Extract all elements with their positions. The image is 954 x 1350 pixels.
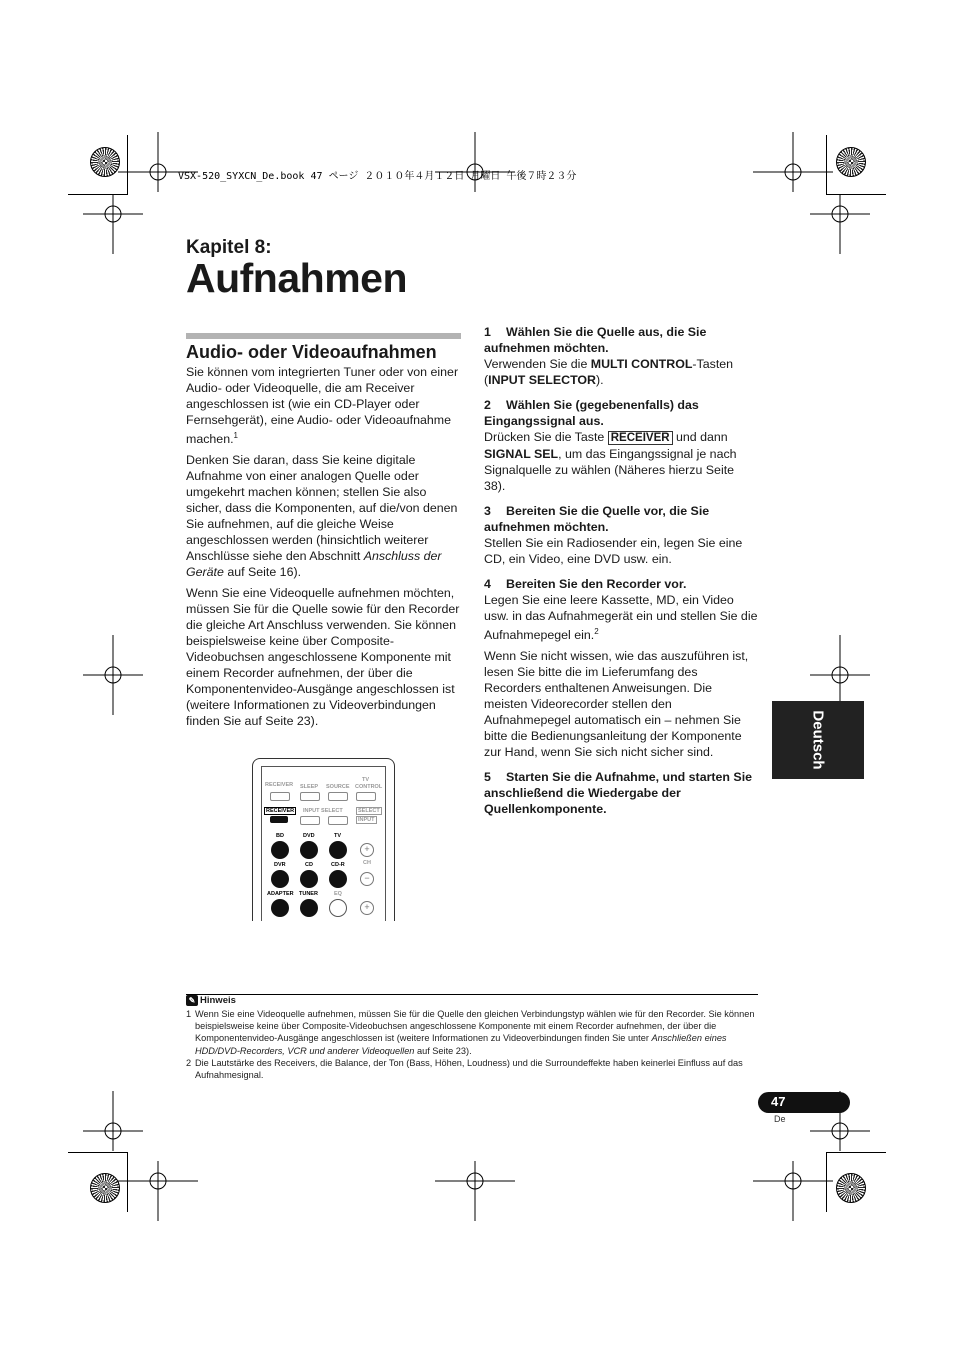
step-body <box>484 356 758 388</box>
channel-up-button[interactable]: + <box>360 843 374 857</box>
body-text: Legen Sie eine leere Kassette, MD, ein Video usw. in das Aufnahmegerät ein und stellen Sie die Aufnahmepegel ein. <box>484 593 758 643</box>
paragraph <box>186 452 462 580</box>
dvr-button[interactable] <box>271 870 289 888</box>
language-tab-label: Deutsch <box>809 710 827 770</box>
step-heading <box>484 503 758 535</box>
step-heading <box>484 769 758 817</box>
color-target-icon <box>836 1173 866 1203</box>
cd-button[interactable] <box>300 870 318 888</box>
remote-label: SLEEP <box>300 784 319 790</box>
receiver-key-label: RECEIVER <box>608 431 673 445</box>
remote-label: ADAPTER <box>267 891 294 897</box>
footnote-number: 1 <box>186 1009 192 1019</box>
control-name: INPUT SELECTOR <box>488 373 596 387</box>
step-body <box>484 429 758 494</box>
tuner-button[interactable] <box>300 899 318 917</box>
remote-label: CONTROL <box>355 784 383 790</box>
paragraph-text: Sie können vom integrierten Tuner oder von einer Audio- oder Videoquelle, die am Receiver angeschlossen ist (wie ein CD-Player oder Fernsehgerät), eine Audio- oder Videoaufnahme machen. <box>186 365 459 447</box>
step-title: Wählen Sie (gegebenenfalls) das Eingangssignal aus. <box>484 398 699 428</box>
step-number: 3 <box>484 504 491 518</box>
step-title: Bereiten Sie den Recorder vor. <box>506 577 687 591</box>
dvd-button[interactable] <box>300 841 318 859</box>
eq-button[interactable] <box>329 899 347 917</box>
step-body: Wenn Sie nicht wissen, wie das auszuführen ist, lesen Sie bitte die im Lieferumfang des Recorders enthaltenen Anweisungen. Die meisten Videorecorder stellen den Aufnahmepegel automatisch ein – nehmen Sie bitte die Bedienungsanleitung der Komponente zur Hand, wenn Sie sich nicht sicher sind. <box>484 649 749 760</box>
chapter-label: Kapitel 8: <box>186 237 272 258</box>
color-target-icon <box>90 147 120 177</box>
remote-label: DVD <box>303 833 315 839</box>
remote-label: INPUT <box>358 817 375 823</box>
remote-label: TUNER <box>299 891 318 897</box>
notes-heading-label: Hinweis <box>200 995 236 1007</box>
cross-reference: Anschließen eines HDD/DVD-Recorders, VCR und anderer Videoquellen <box>195 1033 727 1056</box>
remote-label: TV <box>362 777 370 783</box>
paragraph <box>186 364 462 447</box>
volume-up-button[interactable]: + <box>360 901 374 915</box>
step-title: Bereiten Sie die Quelle vor, die Sie aufnehmen möchten. <box>484 504 710 534</box>
body-text: -Tasten ( <box>484 357 734 387</box>
step-heading <box>484 576 758 592</box>
footnote-text: Die Lautstärke des Receivers, die Balance, der Ton (Bass, Höhen, Loudness) und die Surroundeffekte haben keinerlei Einfluss auf das Aufnahmesignal. <box>195 1057 743 1081</box>
input-select-right-button[interactable] <box>328 816 348 825</box>
page-language: De <box>774 1114 786 1124</box>
step-number: 1 <box>484 325 491 339</box>
color-target-icon <box>836 147 866 177</box>
cd-r-button[interactable] <box>329 870 347 888</box>
body-text: Drücken Sie die Taste <box>484 430 608 444</box>
footnote-ref[interactable]: 1 <box>233 431 238 440</box>
paragraph-text: auf Seite 16). <box>223 565 302 580</box>
footnote-ref[interactable]: 2 <box>594 627 599 636</box>
channel-down-button[interactable]: − <box>360 872 374 886</box>
left-column <box>186 364 462 734</box>
remote-label: INPUT SELECT <box>303 808 343 814</box>
section-title: Audio- oder Videoaufnahmen <box>186 342 437 362</box>
step-number: 4 <box>484 577 491 591</box>
page-number: 47 <box>771 1094 786 1109</box>
notes-heading <box>186 995 236 1006</box>
remote-label: CD <box>305 862 313 868</box>
control-name: MULTI CONTROL <box>590 357 693 371</box>
tv-button[interactable] <box>329 841 347 859</box>
remote-label: BD <box>276 833 284 839</box>
remote-label: SELECT <box>358 808 380 814</box>
footnote-text: auf Seite 23). <box>414 1045 472 1056</box>
right-column <box>484 324 758 817</box>
input-select-left-button[interactable] <box>300 816 320 825</box>
adapter-button[interactable] <box>271 899 289 917</box>
body-text: , um das Eingangssignal je nach Signalquelle zu wählen (Näheres hierzu Seite 38). <box>484 447 737 493</box>
section-divider <box>186 333 461 339</box>
step-heading <box>484 397 758 429</box>
chapter-title: Aufnahmen <box>186 255 407 301</box>
cross-reference: Anschluss der Geräte <box>186 549 442 580</box>
remote-label: SOURCE <box>326 784 350 790</box>
step-title: Starten Sie die Aufnahme, und starten Sie anschließend die Wiedergabe der Quellenkomponente. <box>484 770 753 817</box>
source-power-button[interactable] <box>328 792 348 801</box>
paragraph-text: Denken Sie daran, dass Sie keine digitale Aufnahme von einer analogen Quelle oder umgekehrt machen können; stellen Sie also sicher, dass die Komponenten, auf die/von denen Sie aufnehmen, auf die gleiche Weise angeschlossen werden (hinsichtlich weiterer Anschlüsse siehe den Abschnitt <box>186 453 458 564</box>
footnote-number: 2 <box>186 1057 192 1068</box>
remote-label: RECEIVER <box>265 782 294 788</box>
receiver-power-button[interactable] <box>270 792 290 801</box>
step-heading <box>484 324 758 356</box>
receiver-mode-label: RECEIVER <box>266 808 295 814</box>
control-name: SIGNAL SEL <box>484 447 559 461</box>
notes-divider <box>186 994 758 995</box>
step-number: 2 <box>484 398 491 412</box>
body-text: und dann <box>672 430 728 444</box>
language-tab <box>772 701 864 779</box>
remote-label: CH <box>363 860 371 866</box>
step-body: Stellen Sie ein Radiosender ein, legen Sie eine CD, ein Video, eine DVD usw. ein. <box>484 536 743 566</box>
footnotes <box>186 1008 758 1081</box>
step-number: 5 <box>484 770 491 785</box>
footnote <box>186 1057 758 1081</box>
step-title: Wählen Sie die Quelle aus, die Sie aufnehmen möchten. <box>484 325 707 355</box>
remote-label: CD-R <box>331 862 345 868</box>
footnote <box>186 1008 758 1057</box>
body-text: Verwenden Sie die <box>484 357 591 371</box>
receiver-button[interactable] <box>270 816 288 823</box>
print-header: VSX-520_SYXCN_De.book 47 ページ ２０１０年４月１２日 月曜日 午後７時２３分 <box>178 171 577 182</box>
remote-label: DVR <box>274 862 286 868</box>
color-target-icon <box>90 1173 120 1203</box>
body-text: ). <box>596 373 604 387</box>
paragraph: Wenn Sie eine Videoquelle aufnehmen möchten, müssen Sie für die Quelle sowie für den Recorder die gleiche Art Anschluss verwenden. Sie können beispielsweise keine über Composite-Videobuchsen angeschlossene Komponente mit einem Recorder aufnehmen, der über die Komponentenvideo-Ausgänge angeschlossen ist (weitere Informationen zu Videoverbindungen finden Sie auf Seite 23). <box>186 586 460 729</box>
tv-power-button[interactable] <box>356 792 376 801</box>
step-body <box>484 592 758 643</box>
remote-label: EQ <box>334 891 342 897</box>
note-icon: ✎ <box>186 995 198 1006</box>
sleep-button[interactable] <box>300 792 320 801</box>
remote-label: TV <box>334 833 342 839</box>
footnote-text: Wenn Sie eine Videoquelle aufnehmen, müssen Sie für die Quelle den gleichen Verbindungstyp wählen wie für den Recorder. Sie können beispielsweise keine über Composite-Videobuchsen angeschlossene Komponente mit einem Recorder aufnehmen, der über die Komponentenvideo-Ausgänge angeschlossen ist (weitere Informationen zu Videoverbindungen finden Sie unter <box>195 1009 755 1044</box>
bd-button[interactable] <box>271 841 289 859</box>
